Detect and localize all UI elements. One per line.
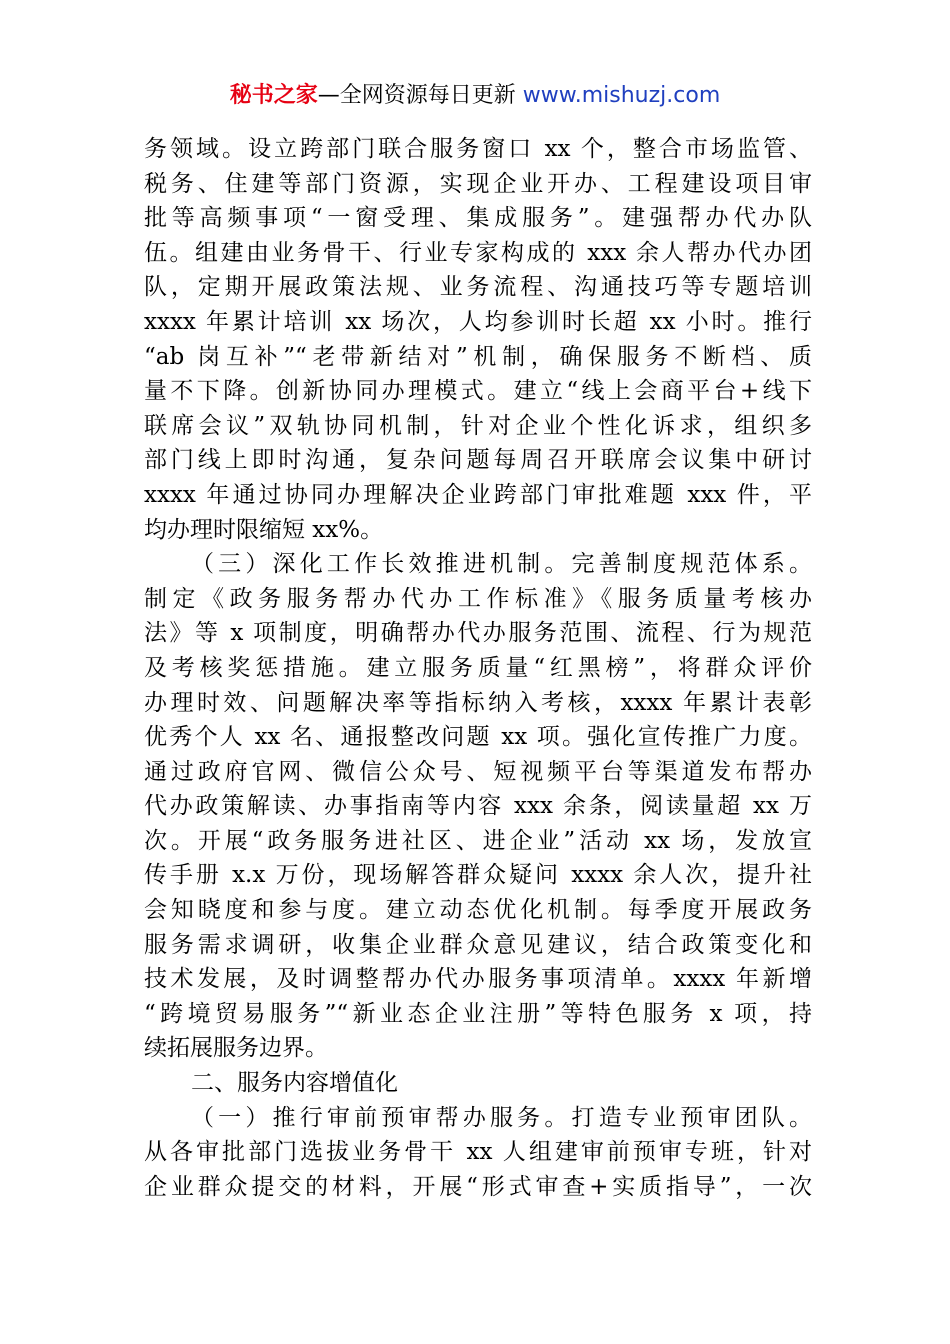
section-heading-line: （一）推行审前预审帮办服务。打造专业预审团队。 [191,1104,812,1131]
text-line: 服务需求调研，收集企业群众意见建议，结合政策变化和 [144,931,812,958]
text-line: 续拓展服务边界。 [144,1035,328,1062]
header-tagline: —全网资源每日更新 [317,83,523,108]
text-line: “跨境贸易服务”“新业态企业注册”等特色服务 x 项，持 [144,1000,812,1027]
text-line: 队，定期开展政策法规、业务流程、沟通技巧等专题培训 [144,274,812,301]
text-line: 量不下降。创新协同办理模式。建立“线上会商平台+线下 [144,378,812,405]
text-line: 办理时效、问题解决率等指标纳入考核，xxxx 年累计表彰 [144,689,812,716]
text-line: 制定《政务服务帮办代办工作标准》《服务质量考核办 [144,585,812,612]
text-line: 传手册 x.x 万份，现场解答群众疑问 xxxx 余人次，提升社 [144,862,812,889]
text-line: “ab 岗互补”“老带新结对”机制，确保服务不断档、质 [144,343,812,370]
section-heading-line: （三）深化工作长效推进机制。完善制度规范体系。 [191,551,812,578]
text-line: 优秀个人 xx 名、通报整改问题 xx 项。强化宣传推广力度。 [144,724,812,751]
text-line: 法》等 x 项制度，明确帮办代办服务范围、流程、行为规范 [144,620,812,647]
text-line: 代办政策解读、办事指南等内容 xxx 余条，阅读量超 xx 万 [144,793,812,820]
text-line: 次。开展“政务服务进社区、进企业”活动 xx 场，发放宣 [144,827,812,854]
header-brand: 秘书之家 [229,83,318,108]
page-header [0,80,950,112]
text-line: xxxx 年累计培训 xx 场次，人均参训时长超 xx 小时。推行 [144,308,812,335]
text-line: 会知晓度和参与度。建立动态优化机制。每季度开展政务 [144,897,812,924]
text-line: 从各审批部门选拔业务骨干 xx 人组建审前预审专班，针对 [144,1139,812,1166]
text-line: 部门线上即时沟通，复杂问题每周召开联席会议集中研讨 [144,447,812,474]
text-line: 均办理时限缩短 xx%。 [144,516,384,543]
text-line: 联席会议”双轨协同机制，针对企业个性化诉求，组织多 [144,412,812,439]
text-line: 通过政府官网、微信公众号、短视频平台等渠道发布帮办 [144,758,812,785]
chapter-heading-line: 二、服务内容增值化 [191,1070,398,1097]
text-line: 务领域。设立跨部门联合服务窗口 xx 个，整合市场监管、 [144,136,812,162]
text-line: 税务、住建等部门资源，实现企业开办、工程建设项目审 [144,170,812,197]
text-line: 及考核奖惩措施。建立服务质量“红黑榜”，将群众评价 [144,654,812,681]
document-body [144,132,812,1204]
header-url-link[interactable]: www.mishuzj.com [522,83,721,108]
text-line: xxxx 年通过协同办理解决企业跨部门审批难题 xxx 件，平 [144,481,812,508]
text-line: 技术发展，及时调整帮办代办服务事项清单。xxxx 年新增 [144,966,812,993]
text-line: 伍。组建由业务骨干、行业专家构成的 xxx 余人帮办代办团 [144,239,812,266]
text-line: 批等高频事项“一窗受理、集成服务”。建强帮办代办队 [144,205,812,232]
text-line: 企业群众提交的材料，开展“形式审查+实质指导”，一次 [144,1173,812,1200]
